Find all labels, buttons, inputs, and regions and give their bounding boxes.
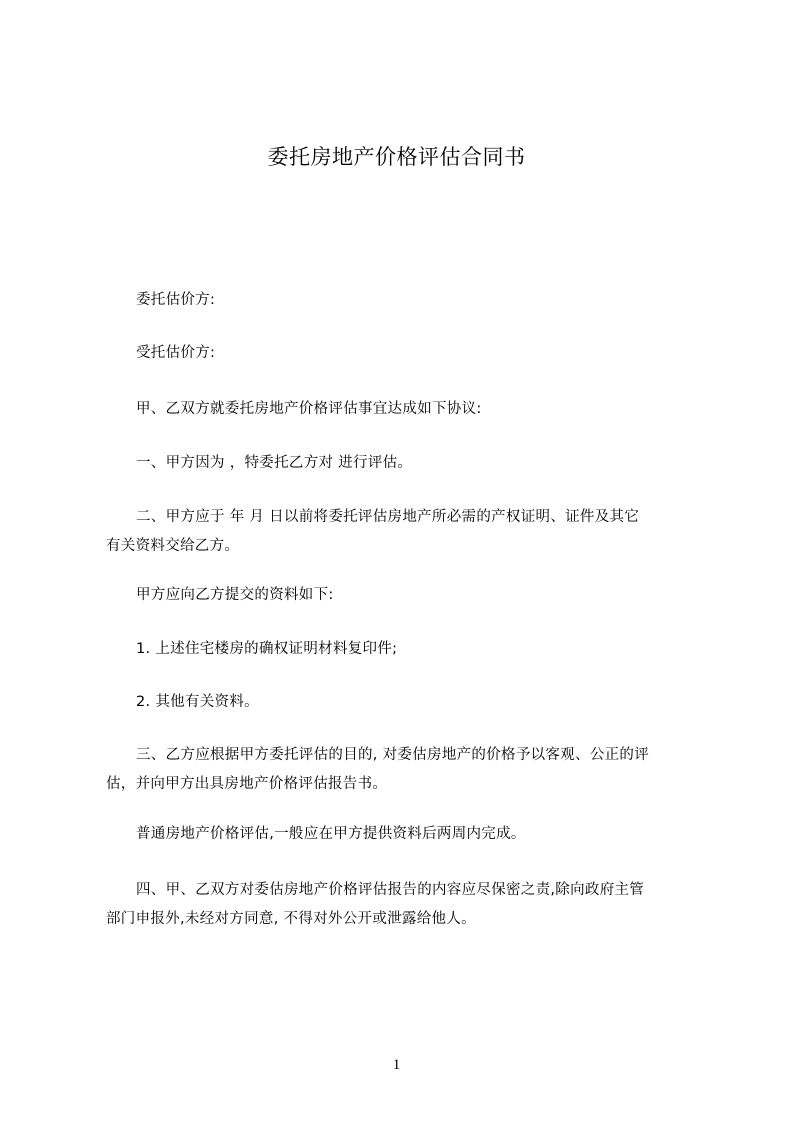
paragraph-line: 委托估价方: <box>136 292 216 308</box>
paragraph-line: 1. 上述住宅楼房的确权证明材料复印件; <box>136 641 398 657</box>
paragraph-line: 甲方应向乙方提交的资料如下: <box>136 587 334 603</box>
paragraph-line: 部门申报外,未经对方同意, 不得对外公开或泄露给他人。 <box>106 911 476 927</box>
paragraph-clause-2 <box>106 503 710 561</box>
paragraph-line: 甲、乙双方就委托房地产价格评估事宜达成如下协议: <box>136 401 482 417</box>
paragraph-clause-3 <box>106 741 710 799</box>
paragraph-materials-intro <box>106 581 710 610</box>
document-title: 委托房地产价格评估合同书 <box>267 145 526 169</box>
paragraph-line: 2. 其他有关资料。 <box>136 694 259 710</box>
paragraph-line: 二、甲方应于 年 月 日以前将委托评估房地产所必需的产权证明、证件及其它 <box>136 509 640 525</box>
paragraph-line: 普通房地产价格评估,一般应在甲方提供资料后两周内完成。 <box>136 826 526 842</box>
paragraph-line: 一、甲方因为 ，特委托乙方对 进行评估。 <box>136 455 413 471</box>
paragraph-line: 估，并向甲方出具房地产价格评估报告书。 <box>106 776 388 792</box>
paragraph-line: 四、甲、乙双方对委估房地产价格评估报告的内容应尽保密之责,除向政府主管 <box>136 882 645 898</box>
paragraph-line: 有关资料交给乙方。 <box>106 538 240 554</box>
list-item-2 <box>106 688 710 717</box>
paragraph-line: 受托估价方: <box>136 345 216 361</box>
page-number: 1 <box>392 1057 401 1073</box>
paragraph-clause-1 <box>106 449 710 478</box>
paragraph-timeline <box>106 820 710 849</box>
paragraph-line: 三、乙方应根据甲方委托评估的目的, 对委估房地产的价格予以客观、公正的评 <box>136 747 650 763</box>
paragraph-entrusted-party <box>106 339 710 368</box>
paragraph-clause-4 <box>106 876 710 934</box>
paragraph-entrusting-party <box>106 286 710 315</box>
paragraph-agreement-intro <box>106 395 710 424</box>
list-item-1 <box>106 635 710 664</box>
